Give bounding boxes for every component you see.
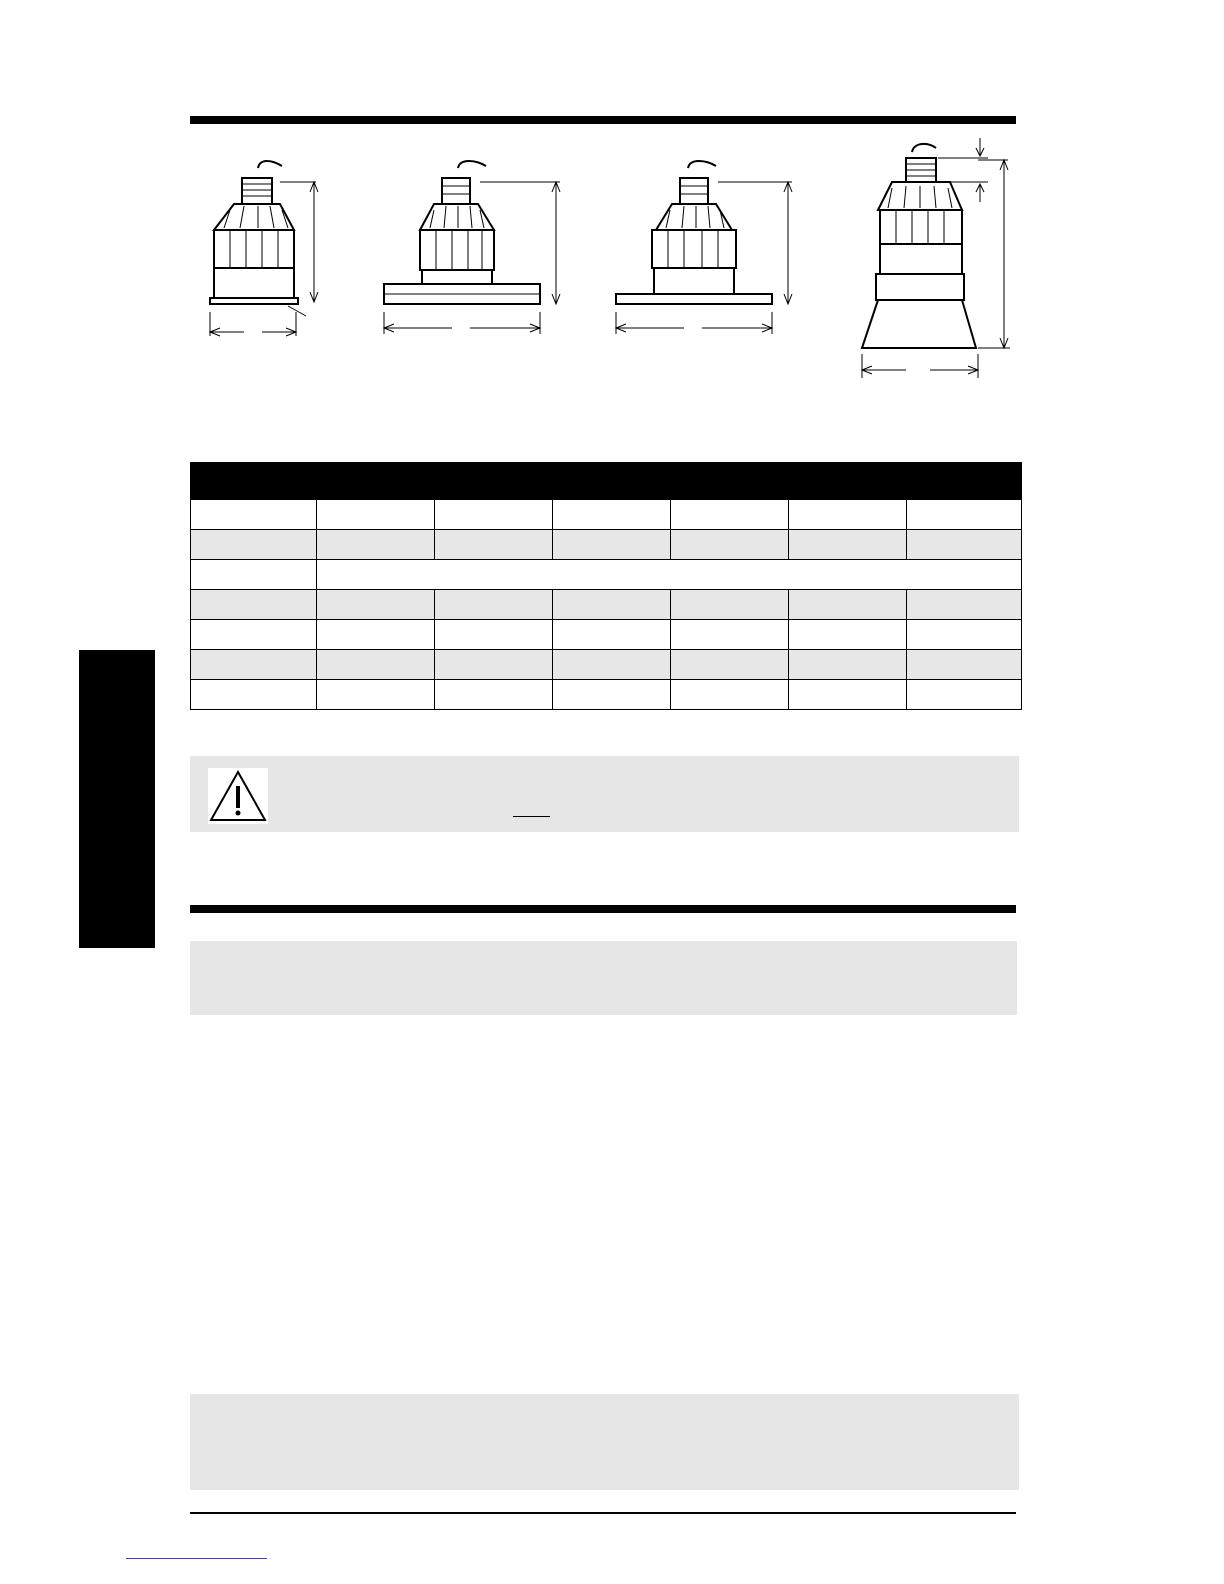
table-cell	[435, 680, 553, 710]
table-cell	[191, 650, 317, 680]
drawing-transducer-flange	[612, 130, 812, 390]
table-cell	[317, 530, 435, 560]
table-row	[191, 620, 1022, 650]
table-cell	[907, 620, 1022, 650]
table-cell	[907, 680, 1022, 710]
table-cell	[317, 590, 435, 620]
table-cell	[435, 650, 553, 680]
table-cell	[191, 590, 317, 620]
table-cell	[191, 530, 317, 560]
warning-emphasis-underline	[513, 816, 550, 817]
table-cell	[553, 680, 671, 710]
table-cell	[317, 680, 435, 710]
table-cell	[435, 500, 553, 530]
table-cell	[671, 680, 789, 710]
drawing-standard-transducer	[200, 130, 400, 390]
note-box	[190, 941, 1017, 1015]
table-cell	[789, 500, 907, 530]
table-cell	[907, 500, 1022, 530]
table-cell	[789, 680, 907, 710]
table-row	[191, 650, 1022, 680]
section-rule-middle	[190, 905, 1016, 913]
table-row	[191, 680, 1022, 710]
table-cell	[317, 650, 435, 680]
table-cell	[907, 590, 1022, 620]
table-header-cell	[191, 463, 1022, 500]
table-cell	[553, 650, 671, 680]
table-row	[191, 500, 1022, 530]
table-row	[191, 590, 1022, 620]
table-cell	[671, 530, 789, 560]
table-cell	[191, 620, 317, 650]
table-cell	[553, 590, 671, 620]
table-cell	[789, 590, 907, 620]
table-cell	[317, 500, 435, 530]
table-cell	[553, 620, 671, 650]
table-cell	[671, 590, 789, 620]
warning-box	[190, 756, 1019, 832]
table-cell	[789, 530, 907, 560]
table-cell	[317, 620, 435, 650]
table-header-row	[191, 463, 1022, 500]
side-section-tab	[79, 650, 155, 948]
specification-table	[190, 462, 1022, 710]
table-cell	[191, 500, 317, 530]
warning-triangle-icon	[208, 768, 268, 824]
table-cell	[435, 530, 553, 560]
table-cell-merged	[317, 560, 1022, 590]
drawing-transducer-horn	[848, 130, 1048, 390]
table-cell	[435, 590, 553, 620]
table-cell	[191, 560, 317, 590]
table-cell	[435, 620, 553, 650]
table-cell	[553, 500, 671, 530]
section-rule-top	[190, 116, 1016, 124]
table-cell	[191, 680, 317, 710]
table-cell	[907, 530, 1022, 560]
table-cell	[671, 500, 789, 530]
table-cell	[553, 530, 671, 560]
table-cell	[907, 650, 1022, 680]
table-row	[191, 530, 1022, 560]
table-cell	[671, 620, 789, 650]
table-cell	[789, 650, 907, 680]
drawing-transducer-large-flange	[380, 130, 580, 390]
table-cell	[671, 650, 789, 680]
table-cell	[789, 620, 907, 650]
footer-link[interactable]	[126, 1558, 267, 1559]
footer-rule	[190, 1512, 1016, 1514]
note-box	[190, 1394, 1019, 1490]
table-row	[191, 560, 1022, 590]
